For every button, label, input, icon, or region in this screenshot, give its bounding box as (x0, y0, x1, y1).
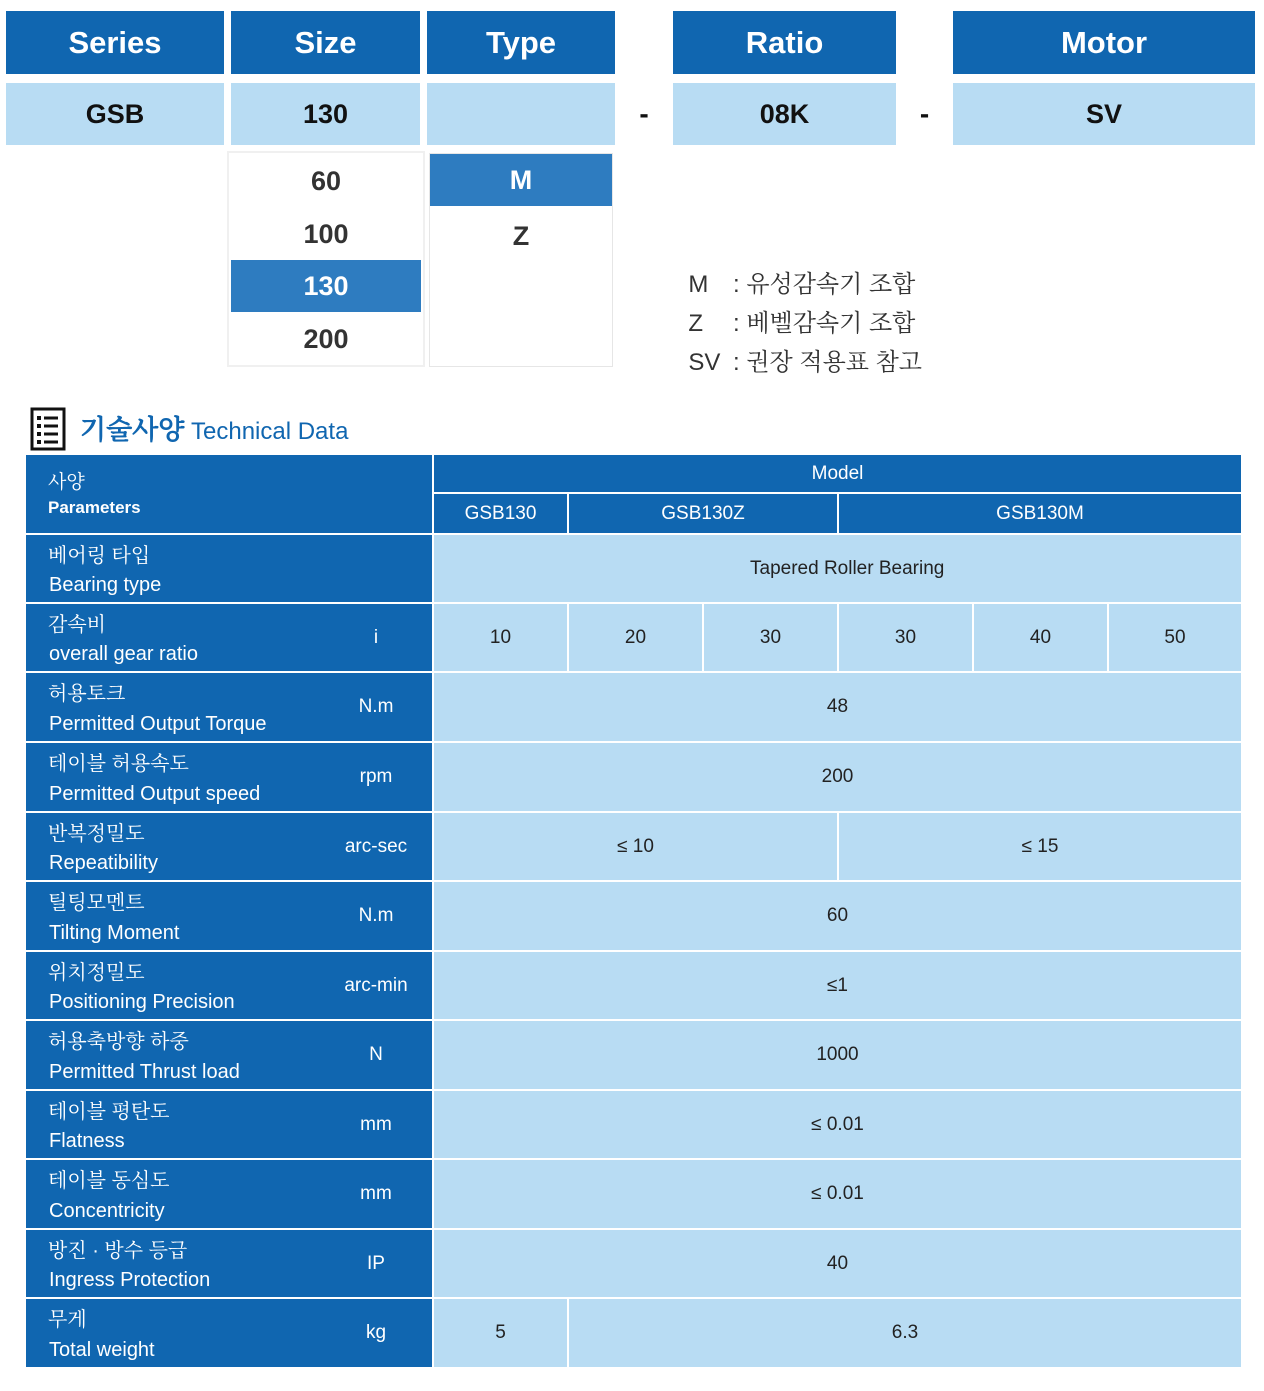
param-positioning (26, 952, 432, 1019)
section-title (80, 408, 348, 447)
legend-sep: : (726, 310, 747, 337)
value-concentricity: ≤ 0.01 (434, 1160, 1241, 1228)
param-unit: N.m (358, 905, 394, 926)
param-tilting (26, 882, 432, 950)
value-tilting: 60 (434, 882, 1241, 950)
value-thrust: 1000 (434, 1021, 1241, 1089)
value-positioning: ≤1 (434, 952, 1241, 1019)
series-header: Series (6, 11, 224, 74)
separator-dash: - (639, 98, 649, 129)
param-weight (26, 1299, 432, 1367)
value-ratio: 40 (974, 604, 1107, 671)
model-name: GSB130M (839, 494, 1241, 533)
legend-text: 유성감속기 조합 (746, 271, 916, 298)
param-ko: 반복정밀도 (48, 823, 145, 845)
param-en: Total weight (49, 1339, 155, 1361)
value-speed: 200 (434, 743, 1241, 811)
model-name: GSB130Z (569, 494, 837, 533)
value-repeatability: ≤ 10 (434, 813, 837, 880)
type-options-list (429, 153, 613, 367)
size-option[interactable]: 100 (303, 218, 349, 249)
motor-value: SV (953, 83, 1255, 145)
separator-dash: - (919, 98, 930, 129)
type-value (427, 83, 615, 145)
legend-sep: : (726, 271, 747, 298)
param-ko: 테이블 허용속도 (48, 753, 189, 775)
param-unit: N.m (358, 696, 394, 717)
param-en: Concentricity (49, 1200, 165, 1222)
model-header: Model (434, 455, 1241, 492)
value-ratio: 10 (434, 604, 567, 671)
param-ip (26, 1230, 432, 1297)
param-unit: mm (360, 1183, 392, 1204)
param-repeatability (26, 813, 432, 880)
param-en: Flatness (49, 1130, 125, 1152)
param-ko: 위치정밀도 (48, 962, 145, 984)
legend-code: SV (688, 349, 721, 376)
ratio-value: 08K (673, 83, 896, 145)
param-header-en: Parameters (48, 498, 141, 517)
param-flatness (26, 1091, 432, 1158)
param-ko: 틸팅모멘트 (48, 892, 145, 914)
param-en: Repeatibility (49, 852, 158, 874)
param-thrust (26, 1021, 432, 1089)
param-unit: arc-sec (344, 835, 408, 857)
param-en: Permitted Output speed (49, 783, 261, 805)
legend-text: 베벨감속기 조합 (746, 310, 916, 337)
value-torque: 48 (434, 673, 1241, 741)
size-header: Size (231, 11, 420, 74)
legend-text: 권장 적용표 참고 (746, 349, 922, 376)
value-repeatability: ≤ 15 (839, 813, 1241, 880)
param-ko: 허용축방향 하중 (48, 1031, 189, 1053)
value-flatness: ≤ 0.01 (434, 1091, 1241, 1158)
param-en: Tilting Moment (49, 922, 180, 944)
param-ko: 허용토크 (48, 683, 126, 705)
size-option[interactable]: 60 (310, 165, 342, 196)
param-torque (26, 673, 432, 741)
size-option[interactable]: 200 (303, 323, 349, 354)
param-header-ko: 사양 (48, 472, 85, 493)
param-ko: 테이블 동심도 (48, 1170, 170, 1192)
value-ratio: 20 (569, 604, 702, 671)
param-unit: mm (360, 1113, 392, 1135)
type-option-selected[interactable]: M (430, 154, 612, 206)
param-ko: 무게 (48, 1309, 87, 1331)
model-name: GSB130 (434, 494, 567, 533)
value-ratio: 30 (704, 604, 837, 671)
param-speed (26, 743, 432, 811)
size-value: 130 (231, 83, 420, 145)
value-ip: 40 (434, 1230, 1241, 1297)
param-en: Bearing type (49, 574, 162, 596)
value-ratio: 30 (839, 604, 972, 671)
series-value: GSB (6, 83, 224, 145)
legend-code: M (688, 271, 709, 298)
legend-item (675, 314, 922, 377)
type-option[interactable]: Z (512, 220, 530, 251)
param-unit: IP (367, 1252, 385, 1274)
param-bearing (26, 535, 432, 602)
param-ko: 베어링 타입 (48, 545, 151, 567)
legend-sep: : (726, 349, 747, 376)
type-header: Type (427, 11, 615, 74)
motor-header: Motor (953, 11, 1255, 74)
value-ratio: 50 (1109, 604, 1241, 671)
param-ko: 테이블 평탄도 (48, 1101, 170, 1123)
param-en: overall gear ratio (49, 643, 198, 665)
param-en: Permitted Output Torque (49, 713, 267, 735)
param-unit: kg (365, 1322, 387, 1343)
param-unit: arc-min (344, 974, 408, 996)
param-unit: i (373, 626, 379, 648)
value-weight: 5 (434, 1299, 567, 1367)
param-ratio (26, 604, 432, 671)
legend-code: Z (688, 310, 704, 337)
param-header (26, 455, 432, 533)
size-options-list (227, 151, 425, 367)
spec-list-icon (30, 407, 66, 451)
value-weight: 6.3 (569, 1299, 1241, 1367)
value-bearing: Tapered Roller Bearing (434, 535, 1241, 602)
param-unit: N (369, 1044, 383, 1065)
param-concentricity (26, 1160, 432, 1228)
param-unit: rpm (359, 766, 393, 787)
param-en: Positioning Precision (49, 991, 235, 1013)
param-en: Ingress Protection (49, 1269, 211, 1291)
section-title-en: Technical Data (191, 418, 349, 445)
param-ko: 감속비 (48, 614, 106, 636)
param-en: Permitted Thrust load (49, 1061, 240, 1083)
section-title-ko: 기술사양 (80, 415, 185, 445)
size-option-selected[interactable]: 130 (231, 260, 421, 312)
ratio-header: Ratio (673, 11, 896, 74)
param-ko: 방진 · 방수 등급 (48, 1240, 188, 1262)
